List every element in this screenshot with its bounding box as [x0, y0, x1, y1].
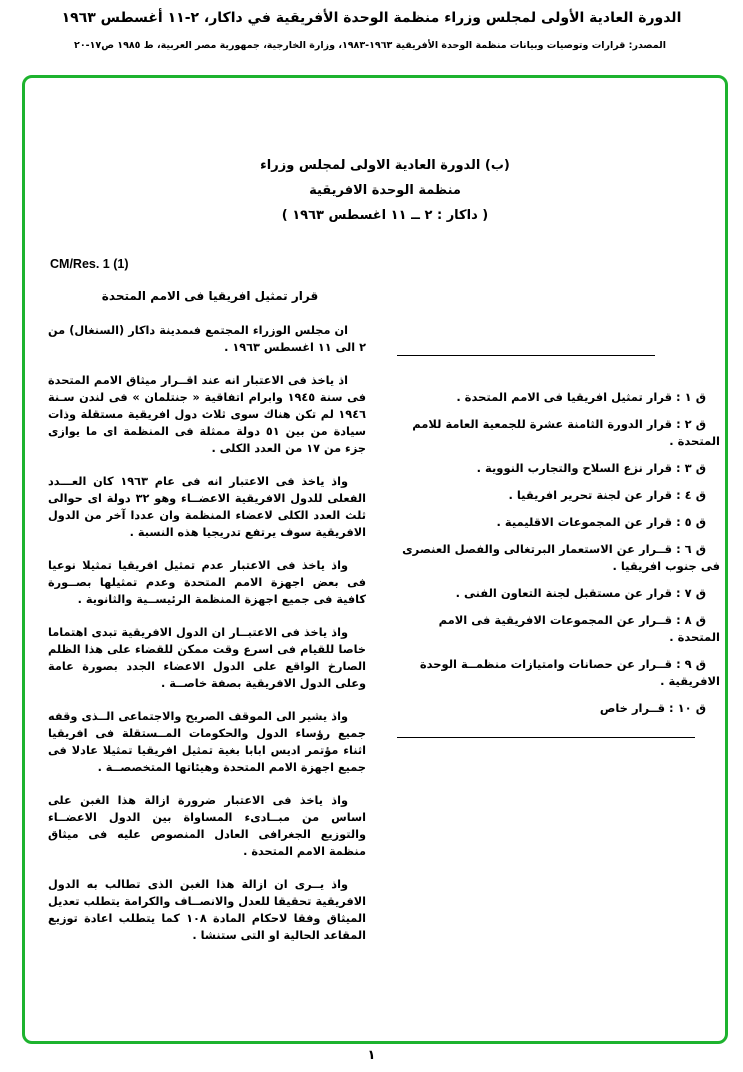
paragraph: واذ يــرى ان ازالة هذا الغبن الذى تطالب به الدول الافريقية تحقيقا للعدل والانصــاف والكرامة يتطلب تعديل الميثاق وفقا لاحكام المادة ١٠٨ كما يتطلب اعادة توزيع المقاعد الحالية او التى ستنشا . — [48, 878, 366, 942]
paragraph: واذ ياخذ فى الاعتبار انه فى عام ١٩٦٣ كان العـــدد الفعلى للدول الافريقية الاعضــاء وهو ٣٢ دولة اى حوالى ثلث العدد الكلى لاعضاء المنظمة وان عددا آخر من الدول الافريقية سوف يرتفع تدريجيا هذه النسبة . — [48, 475, 366, 539]
list-item: ق ١ : قرار تمثيل افريقيا فى الامم المتحدة . — [456, 390, 706, 404]
resolution-reference: CM/Res. 1 (1) — [50, 257, 129, 271]
resolutions-list — [395, 389, 720, 727]
list-item: ق ٩ : قــرار عن حصانات وامتيازات منظمــة الوحدة الافريقية . — [419, 657, 720, 688]
paragraph: واذ ياخذ فى الاعتبار ضرورة ازالة هذا الغبن على اساس من مبــادىء المساواة بين الدول الاعضــاء والتوزيع الجغرافى العادل المنصوص عليه فى ميثاق منظمة الامم المتحدة . — [48, 794, 366, 858]
list-item: ق ٥ : قرار عن المجموعات الاقليمية . — [496, 515, 706, 529]
page-header-title: الدورة العادية الأولى لمجلس وزراء منظمة الوحدة الأفريقية في داكار، ٢-١١ أغسطس ١٩٦٣ — [61, 10, 682, 26]
page-number: ١ — [367, 1048, 376, 1063]
list-item: ق ١٠ : قــرار خاص — [599, 701, 706, 715]
paragraph: واذ ياخذ فى الاعتبــار ان الدول الافريقية تبدى اهتماما خاصا للقيام فى اسرع وقت ممكن للقضاء على هذا الظلم الصارخ الواقع على الدول الاعضاء الجدد بصورة عامة وعلى الدول الافريقية بصفة خاصــة . — [48, 626, 366, 690]
heading-line: (ب) الدورة العادية الاولى لمجلس وزراء — [260, 158, 510, 173]
paragraph: اذ ياخذ فى الاعتبار انه عند اقــرار ميثاق الامم المتحدة فى سنة ١٩٤٥ وابرام اتفاقية « جنتلمان » فى لندن سـنة ١٩٤٦ لم تكن هناك سوى ثلاث دول افريقية مستقلة وذات سيادة من بين ٥١ دولة ممثلة فى المنظمة اى ما يوازى جزء من ١٧ من العدد الكلى . — [48, 374, 367, 455]
source-citation: المصدر: قرارات وتوصيات وبيانات منظمة الوحدة الأفريقية ١٩٦٣-١٩٨٣، وزارة الخارجية، جمهورية مصر العربية، ط ١٩٨٥ ص١٧-٢٠ — [74, 40, 666, 51]
paragraph: واذ يشير الى الموقف الصريح والاجتماعى الــذى وقفه جميع رؤساء الدول والحكومات المــستقلة فى افريقيا اثناء مؤتمر اديس ابابا بغية تمثيل افريقيا تمثيلا عادلا فى جميع اجهزة الامم المتحدة وهيئاتها المتخصصــة . — [48, 710, 366, 774]
divider-bottom — [397, 737, 695, 738]
paragraph: ان مجلس الوزراء المجتمع فىمدينة داكار (السنغال) من ٢ الى ١١ اغسطس ١٩٦٣ . — [48, 324, 366, 354]
heading-line: منظمة الوحدة الافريقية — [309, 183, 461, 198]
section-title: قرار تمثيل افريقيا فى الامم المتحدة — [101, 289, 319, 303]
resolution-body — [48, 322, 366, 960]
list-item: ق ٨ : قــرار عن المجموعات الافريقية فى الامم المتحدة . — [438, 613, 720, 644]
divider-top — [397, 355, 655, 356]
heading-line: ( داكار : ٢ ــ ١١ اغسطس ١٩٦٣ ) — [281, 208, 489, 223]
list-item: ق ٢ : قرار الدورة الثامنة عشرة للجمعية العامة للامم المتحدة . — [412, 417, 720, 448]
list-item: ق ٤ : قرار عن لجنة تحرير افريقيا . — [508, 488, 706, 502]
paragraph: واذ ياخذ فى الاعتبار عدم تمثيل افريقيا تمثيلا نوعيا فى بعض اجهزة الامم المتحدة وعدم تمثيلها بصــورة كافية فى جميع اجهزة المنظمة الرئيســية والثانوية . — [48, 559, 366, 606]
list-item: ق ٧ : قرار عن مستقبل لجنة التعاون الفنى . — [455, 586, 706, 600]
list-item: ق ٦ : قــرار عن الاستعمار البرتغالى والفصل العنصرى فى جنوب افريقيا . — [402, 542, 720, 573]
list-item: ق ٣ : قرار نزع السلاح والتجارب النووية . — [476, 461, 706, 475]
document-heading — [220, 153, 550, 228]
